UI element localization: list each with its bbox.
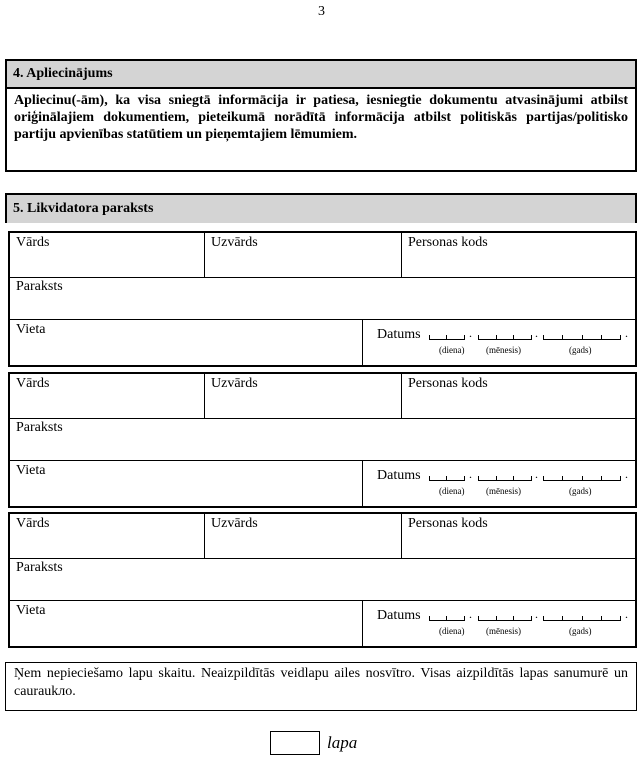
signature-block xyxy=(8,231,637,367)
personal-code-field[interactable] xyxy=(401,514,635,558)
date-label: Datums xyxy=(377,468,421,483)
month-boxes[interactable] xyxy=(478,467,532,481)
signature-label: Paraksts xyxy=(16,560,63,575)
signature-field[interactable] xyxy=(10,419,635,460)
name-field[interactable] xyxy=(10,233,204,277)
year-caption: (gads) xyxy=(569,345,592,355)
name-row xyxy=(10,514,635,559)
day-boxes[interactable] xyxy=(429,326,465,340)
surname-label: Uzvārds xyxy=(211,235,258,250)
personal-code-field[interactable] xyxy=(401,374,635,418)
place-date-row xyxy=(10,320,635,365)
year-boxes[interactable] xyxy=(543,467,621,481)
signature-block xyxy=(8,372,637,508)
name-field[interactable] xyxy=(10,514,204,558)
surname-label: Uzvārds xyxy=(211,376,258,391)
signature-row xyxy=(10,559,635,601)
date-separator: . xyxy=(625,326,628,340)
year-caption: (gads) xyxy=(569,486,592,496)
instructions-note: Ņem nepieciešamo lapu skaitu. Neaizpildītās veidlapu ailes nosvītro. Visas aizpildītās lapas sanumurē un cauraukло. xyxy=(5,662,637,711)
date-separator: . xyxy=(535,467,538,481)
personal-code-label: Personas kods xyxy=(408,235,488,250)
page-count-field[interactable] xyxy=(270,731,320,755)
signature-title: 5. Likvidatora paraksts xyxy=(7,195,635,223)
date-separator: . xyxy=(469,607,472,621)
place-label: Vieta xyxy=(16,322,46,337)
date-label: Datums xyxy=(377,327,421,342)
month-boxes[interactable] xyxy=(478,607,532,621)
signature-row xyxy=(10,278,635,320)
signature-row xyxy=(10,419,635,461)
day-boxes[interactable] xyxy=(429,607,465,621)
date-separator: . xyxy=(625,467,628,481)
page-label: lapa xyxy=(327,733,358,752)
signature-field[interactable] xyxy=(10,559,635,600)
name-field[interactable] xyxy=(10,374,204,418)
place-date-row xyxy=(10,601,635,646)
declaration-section xyxy=(5,59,637,172)
place-field[interactable] xyxy=(10,320,362,365)
date-separator: . xyxy=(535,607,538,621)
year-caption: (gads) xyxy=(569,626,592,636)
place-label: Vieta xyxy=(16,463,46,478)
date-separator: . xyxy=(469,326,472,340)
name-label: Vārds xyxy=(16,235,50,250)
year-boxes[interactable] xyxy=(543,607,621,621)
place-date-row xyxy=(10,461,635,506)
surname-field[interactable] xyxy=(204,514,401,558)
declaration-title: 4. Apliecinājums xyxy=(7,61,635,89)
month-caption: (mēnesis) xyxy=(486,626,521,636)
place-field[interactable] xyxy=(10,461,362,506)
name-row xyxy=(10,233,635,278)
day-caption: (diena) xyxy=(439,626,465,636)
signature-label: Paraksts xyxy=(16,279,63,294)
year-boxes[interactable] xyxy=(543,326,621,340)
personal-code-label: Personas kods xyxy=(408,376,488,391)
name-label: Vārds xyxy=(16,516,50,531)
surname-label: Uzvārds xyxy=(211,516,258,531)
month-caption: (mēnesis) xyxy=(486,486,521,496)
date-separator: . xyxy=(535,326,538,340)
personal-code-label: Personas kods xyxy=(408,516,488,531)
month-caption: (mēnesis) xyxy=(486,345,521,355)
place-label: Vieta xyxy=(16,603,46,618)
month-boxes[interactable] xyxy=(478,326,532,340)
signature-block xyxy=(8,512,637,648)
date-separator: . xyxy=(625,607,628,621)
date-field[interactable] xyxy=(362,601,635,646)
surname-field[interactable] xyxy=(204,233,401,277)
page-number: 3 xyxy=(318,4,325,19)
name-row xyxy=(10,374,635,419)
personal-code-field[interactable] xyxy=(401,233,635,277)
signature-section xyxy=(5,193,637,223)
day-caption: (diena) xyxy=(439,486,465,496)
date-separator: . xyxy=(469,467,472,481)
place-field[interactable] xyxy=(10,601,362,646)
day-caption: (diena) xyxy=(439,345,465,355)
date-field[interactable] xyxy=(362,320,635,365)
day-boxes[interactable] xyxy=(429,467,465,481)
declaration-text: Apliecinu(-ām), ka visa sniegtā informācija ir patiesa, iesniegtie dokumentu atvasinājumi atbilst oriģinālajiem dokumentiem, pieteikumā norādītā informācija atbilst politiskās partijas/politisko partiju apvienības statūtiem un pieņemtajiem lēmumiem. xyxy=(14,93,628,142)
date-label: Datums xyxy=(377,608,421,623)
signature-field[interactable] xyxy=(10,278,635,319)
date-field[interactable] xyxy=(362,461,635,506)
surname-field[interactable] xyxy=(204,374,401,418)
signature-label: Paraksts xyxy=(16,420,63,435)
name-label: Vārds xyxy=(16,376,50,391)
